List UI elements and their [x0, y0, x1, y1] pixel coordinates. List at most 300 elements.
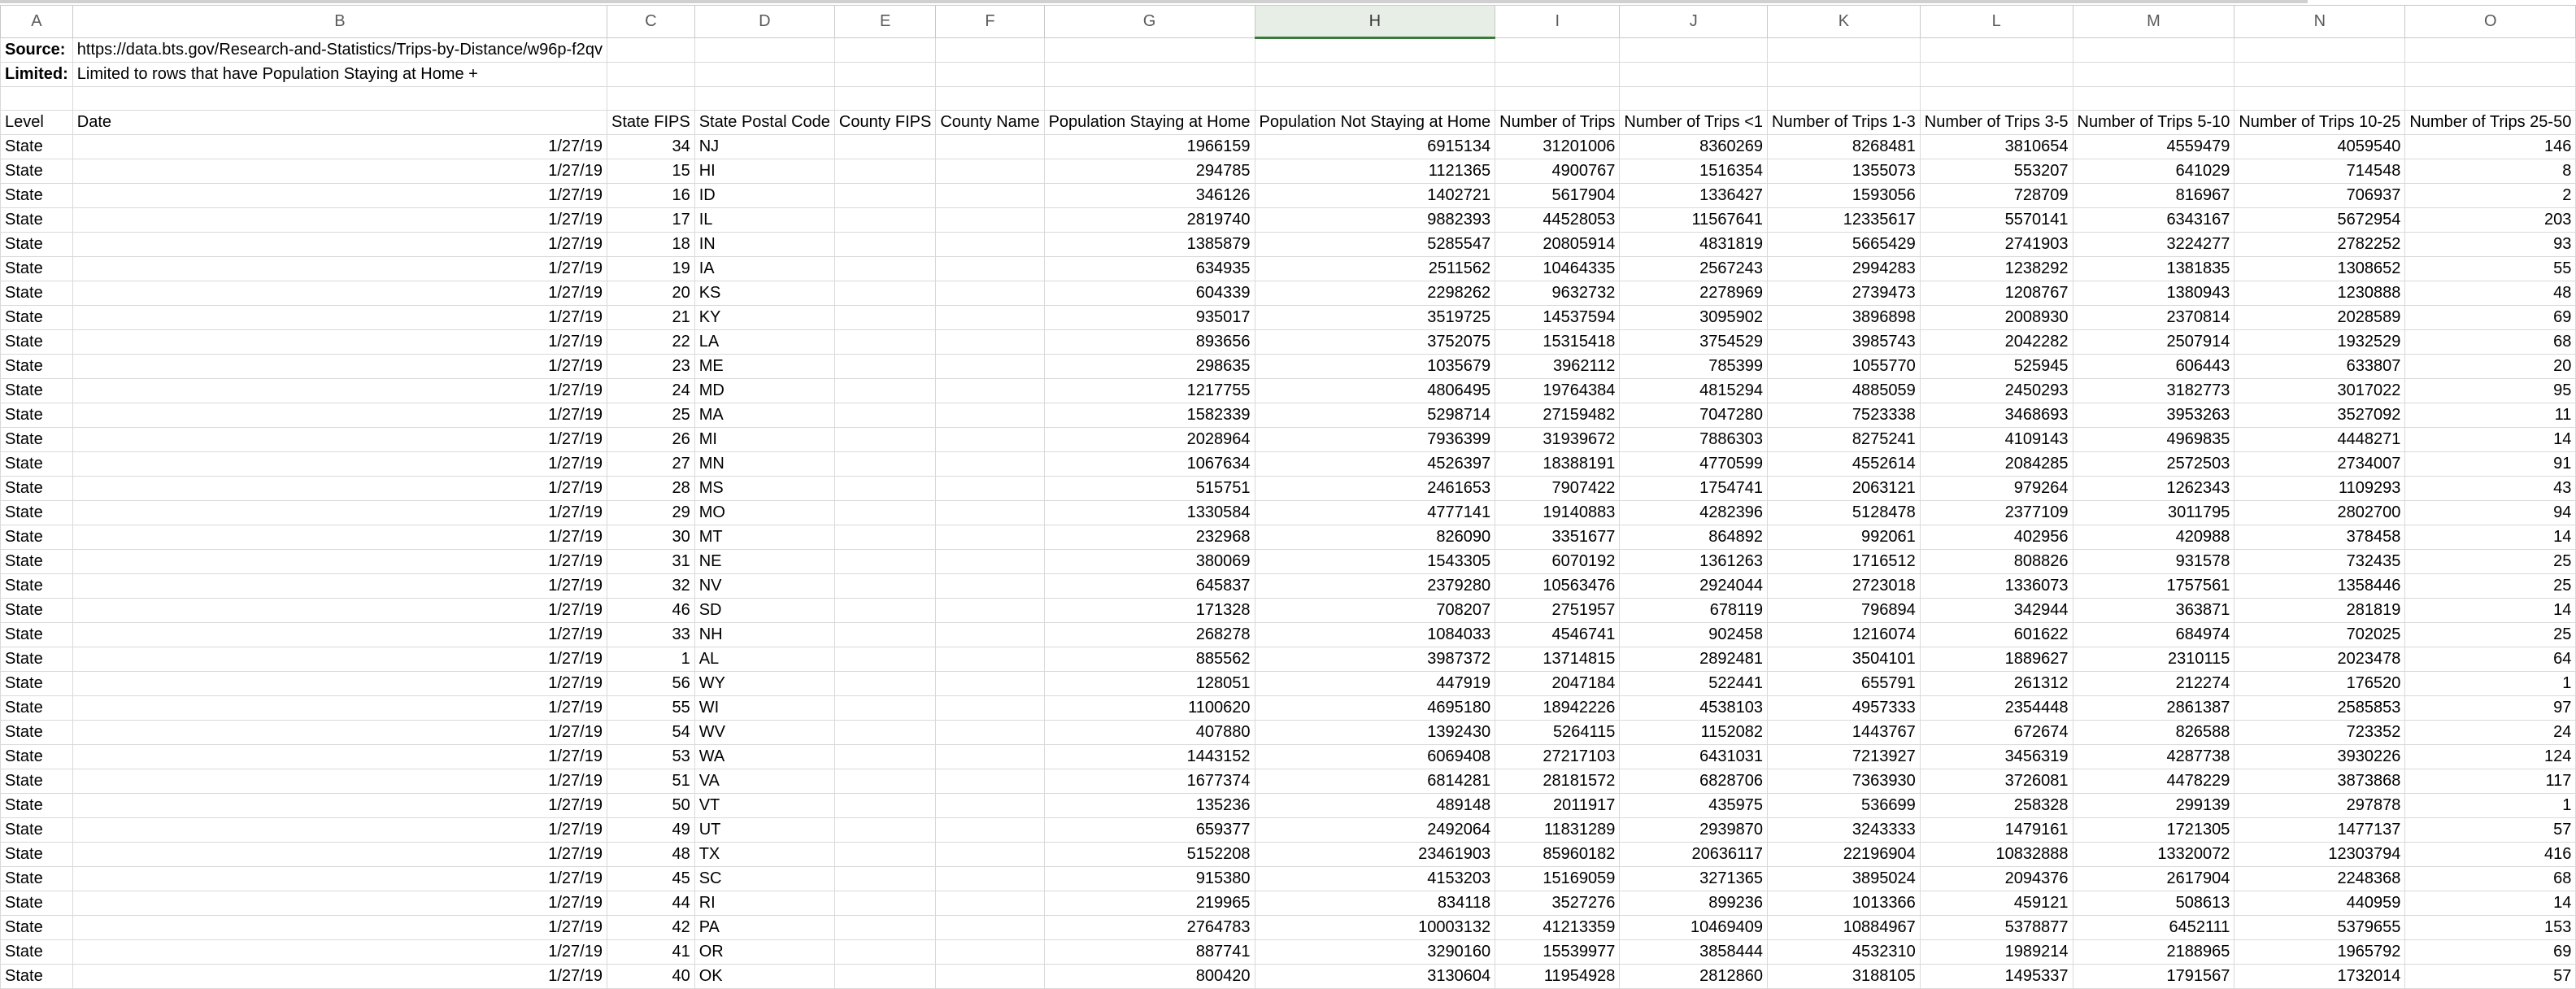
table-cell[interactable]: 22196904	[1768, 843, 1921, 867]
table-cell[interactable]: State	[1, 672, 73, 696]
field-header-cell[interactable]: Number of Trips 10-25	[2234, 111, 2405, 135]
table-cell[interactable]	[936, 672, 1044, 696]
table-cell[interactable]: 55	[2405, 257, 2576, 281]
table-cell[interactable]: 684974	[2073, 623, 2234, 647]
table-cell[interactable]: 45	[607, 867, 694, 891]
table-cell[interactable]: 899236	[1620, 891, 1768, 916]
table-cell[interactable]: 4559479	[2073, 135, 2234, 159]
empty-cell[interactable]	[2405, 87, 2576, 111]
empty-cell[interactable]	[1620, 87, 1768, 111]
table-cell[interactable]	[834, 599, 935, 623]
table-cell[interactable]	[834, 647, 935, 672]
table-cell[interactable]: 1/27/19	[72, 281, 607, 306]
table-cell[interactable]: 826588	[2073, 721, 2234, 745]
table-cell[interactable]: State	[1, 916, 73, 940]
table-cell[interactable]: 2278969	[1620, 281, 1768, 306]
table-cell[interactable]: 5617904	[1495, 184, 1620, 208]
table-cell[interactable]: State	[1, 184, 73, 208]
table-cell[interactable]: 363871	[2073, 599, 2234, 623]
table-cell[interactable]	[834, 672, 935, 696]
table-cell[interactable]: 702025	[2234, 623, 2405, 647]
table-cell[interactable]: 1677374	[1044, 769, 1255, 794]
table-cell[interactable]: 2751957	[1495, 599, 1620, 623]
field-header-cell[interactable]: State FIPS	[607, 111, 694, 135]
table-cell[interactable]: 4546741	[1495, 623, 1620, 647]
table-cell[interactable]: 2492064	[1255, 818, 1495, 843]
table-cell[interactable]: 5298714	[1255, 403, 1495, 428]
table-cell[interactable]: WY	[694, 672, 834, 696]
table-cell[interactable]: IL	[694, 208, 834, 233]
table-cell[interactable]: 10464335	[1495, 257, 1620, 281]
table-cell[interactable]	[834, 550, 935, 574]
table-cell[interactable]: 4532310	[1768, 940, 1921, 965]
table-cell[interactable]	[936, 477, 1044, 501]
table-cell[interactable]: 1/27/19	[72, 257, 607, 281]
table-cell[interactable]: State	[1, 891, 73, 916]
table-cell[interactable]: 2617904	[2073, 867, 2234, 891]
column-header-c[interactable]: C	[607, 6, 694, 38]
table-cell[interactable]: 4831819	[1620, 233, 1768, 257]
table-cell[interactable]: 2379280	[1255, 574, 1495, 599]
table-cell[interactable]: 3011795	[2073, 501, 2234, 525]
table-cell[interactable]: State	[1, 208, 73, 233]
table-cell[interactable]: 1380943	[2073, 281, 2234, 306]
field-header-cell[interactable]: Number of Trips 3-5	[1920, 111, 2073, 135]
table-cell[interactable]: 2819740	[1044, 208, 1255, 233]
table-cell[interactable]: 203	[2405, 208, 2576, 233]
table-cell[interactable]	[936, 452, 1044, 477]
table-cell[interactable]: 1	[607, 647, 694, 672]
table-cell[interactable]: State	[1, 867, 73, 891]
table-cell[interactable]: 1443152	[1044, 745, 1255, 769]
table-cell[interactable]: 1495337	[1920, 965, 2073, 989]
table-cell[interactable]: 2861387	[2073, 696, 2234, 721]
table-cell[interactable]: 1152082	[1620, 721, 1768, 745]
table-cell[interactable]: 7047280	[1620, 403, 1768, 428]
table-cell[interactable]	[834, 721, 935, 745]
table-cell[interactable]: 4287738	[2073, 745, 2234, 769]
table-cell[interactable]: 655791	[1768, 672, 1921, 696]
table-cell[interactable]: 2011917	[1495, 794, 1620, 818]
table-cell[interactable]: 25	[2405, 550, 2576, 574]
table-cell[interactable]: LA	[694, 330, 834, 355]
table-cell[interactable]: 258328	[1920, 794, 2073, 818]
table-cell[interactable]: 4815294	[1620, 379, 1768, 403]
table-cell[interactable]: 1/27/19	[72, 794, 607, 818]
table-cell[interactable]: 4695180	[1255, 696, 1495, 721]
table-cell[interactable]: 1/27/19	[72, 599, 607, 623]
table-cell[interactable]: 1121365	[1255, 159, 1495, 184]
source-url[interactable]: https://data.bts.gov/Research-and-Statistics/Trips-by-Distance/w96p-f2qv	[72, 38, 607, 63]
table-cell[interactable]: State	[1, 623, 73, 647]
table-cell[interactable]: 1	[2405, 794, 2576, 818]
table-cell[interactable]	[936, 794, 1044, 818]
table-cell[interactable]: 42	[607, 916, 694, 940]
table-cell[interactable]: 268278	[1044, 623, 1255, 647]
empty-cell[interactable]	[1044, 87, 1255, 111]
table-cell[interactable]: 29	[607, 501, 694, 525]
table-cell[interactable]: 212274	[2073, 672, 2234, 696]
table-cell[interactable]: MI	[694, 428, 834, 452]
table-cell[interactable]: 407880	[1044, 721, 1255, 745]
table-cell[interactable]: 95	[2405, 379, 2576, 403]
table-cell[interactable]: 3095902	[1620, 306, 1768, 330]
table-cell[interactable]: NE	[694, 550, 834, 574]
table-cell[interactable]	[834, 818, 935, 843]
table-cell[interactable]	[834, 428, 935, 452]
table-cell[interactable]: MS	[694, 477, 834, 501]
table-cell[interactable]: 1/27/19	[72, 379, 607, 403]
table-cell[interactable]	[936, 501, 1044, 525]
table-cell[interactable]: 1055770	[1768, 355, 1921, 379]
table-cell[interactable]: 8275241	[1768, 428, 1921, 452]
table-cell[interactable]	[834, 696, 935, 721]
table-cell[interactable]: 6814281	[1255, 769, 1495, 794]
table-cell[interactable]: 1721305	[2073, 818, 2234, 843]
table-cell[interactable]	[936, 379, 1044, 403]
table-cell[interactable]: 43	[2405, 477, 2576, 501]
table-cell[interactable]: 935017	[1044, 306, 1255, 330]
table-cell[interactable]: State	[1, 721, 73, 745]
table-cell[interactable]: State	[1, 379, 73, 403]
table-cell[interactable]	[936, 916, 1044, 940]
table-cell[interactable]: 1208767	[1920, 281, 2073, 306]
table-cell[interactable]: 3351677	[1495, 525, 1620, 550]
table-cell[interactable]: 714548	[2234, 159, 2405, 184]
table-cell[interactable]: 1381835	[2073, 257, 2234, 281]
table-cell[interactable]: 785399	[1620, 355, 1768, 379]
table-cell[interactable]: 6069408	[1255, 745, 1495, 769]
table-cell[interactable]: 604339	[1044, 281, 1255, 306]
table-cell[interactable]: 15539977	[1495, 940, 1620, 965]
table-cell[interactable]: 2924044	[1620, 574, 1768, 599]
table-cell[interactable]: 2370814	[2073, 306, 2234, 330]
table-cell[interactable]: 18942226	[1495, 696, 1620, 721]
table-cell[interactable]: 14	[2405, 525, 2576, 550]
field-header-cell[interactable]: Number of Trips 1-3	[1768, 111, 1921, 135]
table-cell[interactable]	[936, 623, 1044, 647]
table-cell[interactable]: 21	[607, 306, 694, 330]
table-cell[interactable]: 93	[2405, 233, 2576, 257]
table-cell[interactable]: 40	[607, 965, 694, 989]
table-cell[interactable]: 4885059	[1768, 379, 1921, 403]
table-cell[interactable]: MD	[694, 379, 834, 403]
table-cell[interactable]: 1238292	[1920, 257, 2073, 281]
table-cell[interactable]: 3456319	[1920, 745, 2073, 769]
table-cell[interactable]: 25	[2405, 574, 2576, 599]
table-cell[interactable]: 294785	[1044, 159, 1255, 184]
table-cell[interactable]: 1/27/19	[72, 867, 607, 891]
table-cell[interactable]: OR	[694, 940, 834, 965]
table-cell[interactable]: 1/27/19	[72, 159, 607, 184]
table-cell[interactable]: 1/27/19	[72, 403, 607, 428]
table-cell[interactable]: State	[1, 281, 73, 306]
table-cell[interactable]: 171328	[1044, 599, 1255, 623]
table-cell[interactable]: 31	[607, 550, 694, 574]
table-cell[interactable]: 10884967	[1768, 916, 1921, 940]
table-cell[interactable]	[936, 257, 1044, 281]
table-cell[interactable]	[834, 330, 935, 355]
table-cell[interactable]: AL	[694, 647, 834, 672]
table-cell[interactable]	[936, 184, 1044, 208]
table-cell[interactable]: WI	[694, 696, 834, 721]
table-cell[interactable]: 1	[2405, 672, 2576, 696]
table-cell[interactable]: 4770599	[1620, 452, 1768, 477]
source-label[interactable]: Source:	[1, 38, 73, 63]
table-cell[interactable]: 1/27/19	[72, 623, 607, 647]
table-cell[interactable]: 2567243	[1620, 257, 1768, 281]
table-cell[interactable]	[936, 769, 1044, 794]
table-cell[interactable]: 299139	[2073, 794, 2234, 818]
table-cell[interactable]: 6452111	[2073, 916, 2234, 940]
table-cell[interactable]	[936, 745, 1044, 769]
table-cell[interactable]: 2812860	[1620, 965, 1768, 989]
table-cell[interactable]: 117	[2405, 769, 2576, 794]
table-cell[interactable]: 44	[607, 891, 694, 916]
table-cell[interactable]: 34	[607, 135, 694, 159]
table-cell[interactable]: 1989214	[1920, 940, 2073, 965]
table-cell[interactable]: State	[1, 525, 73, 550]
table-cell[interactable]	[936, 574, 1044, 599]
table-cell[interactable]: 3468693	[1920, 403, 2073, 428]
table-cell[interactable]: 6343167	[2073, 208, 2234, 233]
table-cell[interactable]: 2994283	[1768, 257, 1921, 281]
table-cell[interactable]	[936, 233, 1044, 257]
table-cell[interactable]	[834, 745, 935, 769]
table-cell[interactable]	[936, 599, 1044, 623]
empty-cell[interactable]	[1920, 87, 2073, 111]
table-cell[interactable]: 2008930	[1920, 306, 2073, 330]
table-cell[interactable]: 25	[2405, 623, 2576, 647]
table-cell[interactable]: 28	[607, 477, 694, 501]
table-cell[interactable]: 41	[607, 940, 694, 965]
field-header-cell[interactable]: Number of Trips	[1495, 111, 1620, 135]
table-cell[interactable]: State	[1, 306, 73, 330]
table-cell[interactable]: 20805914	[1495, 233, 1620, 257]
table-cell[interactable]: 69	[2405, 940, 2576, 965]
table-cell[interactable]: 3896898	[1768, 306, 1921, 330]
table-cell[interactable]: 1013366	[1768, 891, 1921, 916]
table-cell[interactable]: 515751	[1044, 477, 1255, 501]
table-cell[interactable]: IA	[694, 257, 834, 281]
table-cell[interactable]: State	[1, 355, 73, 379]
table-cell[interactable]	[834, 477, 935, 501]
column-header-f[interactable]: F	[936, 6, 1044, 38]
table-cell[interactable]: 20	[607, 281, 694, 306]
table-cell[interactable]: 979264	[1920, 477, 2073, 501]
field-header-cell[interactable]: Population Staying at Home	[1044, 111, 1255, 135]
table-cell[interactable]: 3752075	[1255, 330, 1495, 355]
table-cell[interactable]: 11567641	[1620, 208, 1768, 233]
table-cell[interactable]: 1/27/19	[72, 330, 607, 355]
table-cell[interactable]: 1067634	[1044, 452, 1255, 477]
table-cell[interactable]: 68	[2405, 330, 2576, 355]
table-cell[interactable]: 796894	[1768, 599, 1921, 623]
table-cell[interactable]: 281819	[2234, 599, 2405, 623]
table-cell[interactable]: 20	[2405, 355, 2576, 379]
table-cell[interactable]: 54	[607, 721, 694, 745]
table-cell[interactable]: 1336427	[1620, 184, 1768, 208]
table-cell[interactable]: 1716512	[1768, 550, 1921, 574]
table-cell[interactable]: 27217103	[1495, 745, 1620, 769]
table-cell[interactable]: 4448271	[2234, 428, 2405, 452]
table-cell[interactable]: 3754529	[1620, 330, 1768, 355]
table-cell[interactable]: 2782252	[2234, 233, 2405, 257]
table-cell[interactable]: RI	[694, 891, 834, 916]
field-header-cell[interactable]: Number of Trips <1	[1620, 111, 1768, 135]
table-cell[interactable]: 8	[2405, 159, 2576, 184]
table-cell[interactable]: 1/27/19	[72, 940, 607, 965]
table-cell[interactable]: 33	[607, 623, 694, 647]
table-cell[interactable]: 5285547	[1255, 233, 1495, 257]
field-header-cell[interactable]: Date	[72, 111, 607, 135]
table-cell[interactable]: UT	[694, 818, 834, 843]
table-cell[interactable]: 1109293	[2234, 477, 2405, 501]
table-cell[interactable]	[834, 623, 935, 647]
table-cell[interactable]: 1/27/19	[72, 452, 607, 477]
table-cell[interactable]	[834, 769, 935, 794]
table-cell[interactable]: State	[1, 403, 73, 428]
table-cell[interactable]: State	[1, 940, 73, 965]
table-cell[interactable]	[936, 843, 1044, 867]
table-cell[interactable]: 1966159	[1044, 135, 1255, 159]
table-cell[interactable]: 14	[2405, 891, 2576, 916]
field-header-cell[interactable]: Number of Trips 25-50	[2405, 111, 2576, 135]
table-cell[interactable]: 3930226	[2234, 745, 2405, 769]
empty-cell[interactable]	[936, 87, 1044, 111]
table-cell[interactable]: 1732014	[2234, 965, 2405, 989]
table-cell[interactable]: 15169059	[1495, 867, 1620, 891]
table-cell[interactable]: State	[1, 794, 73, 818]
table-cell[interactable]: 4552614	[1768, 452, 1921, 477]
table-cell[interactable]: 1/27/19	[72, 891, 607, 916]
table-cell[interactable]: 885562	[1044, 647, 1255, 672]
table-cell[interactable]	[936, 403, 1044, 428]
table-cell[interactable]: OK	[694, 965, 834, 989]
table-cell[interactable]: 1/27/19	[72, 647, 607, 672]
table-cell[interactable]: 1355073	[1768, 159, 1921, 184]
table-cell[interactable]: 1/27/19	[72, 233, 607, 257]
table-cell[interactable]: 1479161	[1920, 818, 2073, 843]
table-cell[interactable]: 1402721	[1255, 184, 1495, 208]
table-cell[interactable]: 1/27/19	[72, 818, 607, 843]
table-cell[interactable]: 5570141	[1920, 208, 2073, 233]
table-cell[interactable]	[936, 159, 1044, 184]
table-cell[interactable]: 31939672	[1495, 428, 1620, 452]
table-cell[interactable]: 435975	[1620, 794, 1768, 818]
table-cell[interactable]: 56	[607, 672, 694, 696]
table-cell[interactable]: 14	[2405, 599, 2576, 623]
table-cell[interactable]: NJ	[694, 135, 834, 159]
table-cell[interactable]: 1757561	[2073, 574, 2234, 599]
table-cell[interactable]: 2461653	[1255, 477, 1495, 501]
table-cell[interactable]: 3985743	[1768, 330, 1921, 355]
table-cell[interactable]: 2063121	[1768, 477, 1921, 501]
table-cell[interactable]: State	[1, 135, 73, 159]
table-cell[interactable]: 48	[607, 843, 694, 867]
table-cell[interactable]: 44528053	[1495, 208, 1620, 233]
table-cell[interactable]: 3987372	[1255, 647, 1495, 672]
table-cell[interactable]: MA	[694, 403, 834, 428]
table-cell[interactable]: 1/27/19	[72, 501, 607, 525]
table-cell[interactable]: 816967	[2073, 184, 2234, 208]
table-cell[interactable]: 1/27/19	[72, 184, 607, 208]
table-cell[interactable]	[936, 867, 1044, 891]
table-cell[interactable]: 49	[607, 818, 694, 843]
table-cell[interactable]: 3810654	[1920, 135, 2073, 159]
empty-cell[interactable]	[1768, 87, 1921, 111]
table-cell[interactable]: 7936399	[1255, 428, 1495, 452]
table-cell[interactable]: 1516354	[1620, 159, 1768, 184]
field-header-cell[interactable]: Population Not Staying at Home	[1255, 111, 1495, 135]
table-cell[interactable]: 887741	[1044, 940, 1255, 965]
table-cell[interactable]	[936, 818, 1044, 843]
table-cell[interactable]: 1392430	[1255, 721, 1495, 745]
table-cell[interactable]: 3527092	[2234, 403, 2405, 428]
table-cell[interactable]: 128051	[1044, 672, 1255, 696]
table-cell[interactable]: IN	[694, 233, 834, 257]
table-cell[interactable]: 13320072	[2073, 843, 2234, 867]
table-cell[interactable]: 26	[607, 428, 694, 452]
table-cell[interactable]: 2047184	[1495, 672, 1620, 696]
table-cell[interactable]: 1/27/19	[72, 550, 607, 574]
table-cell[interactable]: 1543305	[1255, 550, 1495, 574]
table-cell[interactable]: 57	[2405, 965, 2576, 989]
table-cell[interactable]: NV	[694, 574, 834, 599]
table-cell[interactable]: 3188105	[1768, 965, 1921, 989]
table-cell[interactable]: 27159482	[1495, 403, 1620, 428]
table-cell[interactable]: 3130604	[1255, 965, 1495, 989]
table-cell[interactable]: 342944	[1920, 599, 2073, 623]
table-cell[interactable]: 12303794	[2234, 843, 2405, 867]
table-cell[interactable]: 18	[607, 233, 694, 257]
table-cell[interactable]	[834, 940, 935, 965]
table-cell[interactable]: 24	[2405, 721, 2576, 745]
table-cell[interactable]: 641029	[2073, 159, 2234, 184]
table-cell[interactable]: State	[1, 647, 73, 672]
table-cell[interactable]: 723352	[2234, 721, 2405, 745]
table-cell[interactable]: 1/27/19	[72, 477, 607, 501]
table-cell[interactable]: 232968	[1044, 525, 1255, 550]
table-cell[interactable]: 440959	[2234, 891, 2405, 916]
table-cell[interactable]: 834118	[1255, 891, 1495, 916]
table-cell[interactable]: 55	[607, 696, 694, 721]
table-cell[interactable]: 261312	[1920, 672, 2073, 696]
table-cell[interactable]: 728709	[1920, 184, 2073, 208]
table-cell[interactable]: State	[1, 965, 73, 989]
table-cell[interactable]	[834, 135, 935, 159]
table-cell[interactable]: 5264115	[1495, 721, 1620, 745]
column-header-h[interactable]: H	[1255, 6, 1495, 38]
table-cell[interactable]: 2723018	[1768, 574, 1921, 599]
table-cell[interactable]: 2802700	[2234, 501, 2405, 525]
table-cell[interactable]: 17	[607, 208, 694, 233]
table-cell[interactable]: 3224277	[2073, 233, 2234, 257]
table-cell[interactable]: MO	[694, 501, 834, 525]
table-cell[interactable]: 378458	[2234, 525, 2405, 550]
table-cell[interactable]: 5665429	[1768, 233, 1921, 257]
column-header-n[interactable]: N	[2234, 6, 2405, 38]
table-cell[interactable]: 864892	[1620, 525, 1768, 550]
empty-cell[interactable]	[834, 87, 935, 111]
table-cell[interactable]: 19764384	[1495, 379, 1620, 403]
table-cell[interactable]: 91	[2405, 452, 2576, 477]
table-cell[interactable]: 380069	[1044, 550, 1255, 574]
table-cell[interactable]: 808826	[1920, 550, 2073, 574]
table-cell[interactable]: 14537594	[1495, 306, 1620, 330]
table-cell[interactable]: 1/27/19	[72, 916, 607, 940]
table-cell[interactable]: 135236	[1044, 794, 1255, 818]
